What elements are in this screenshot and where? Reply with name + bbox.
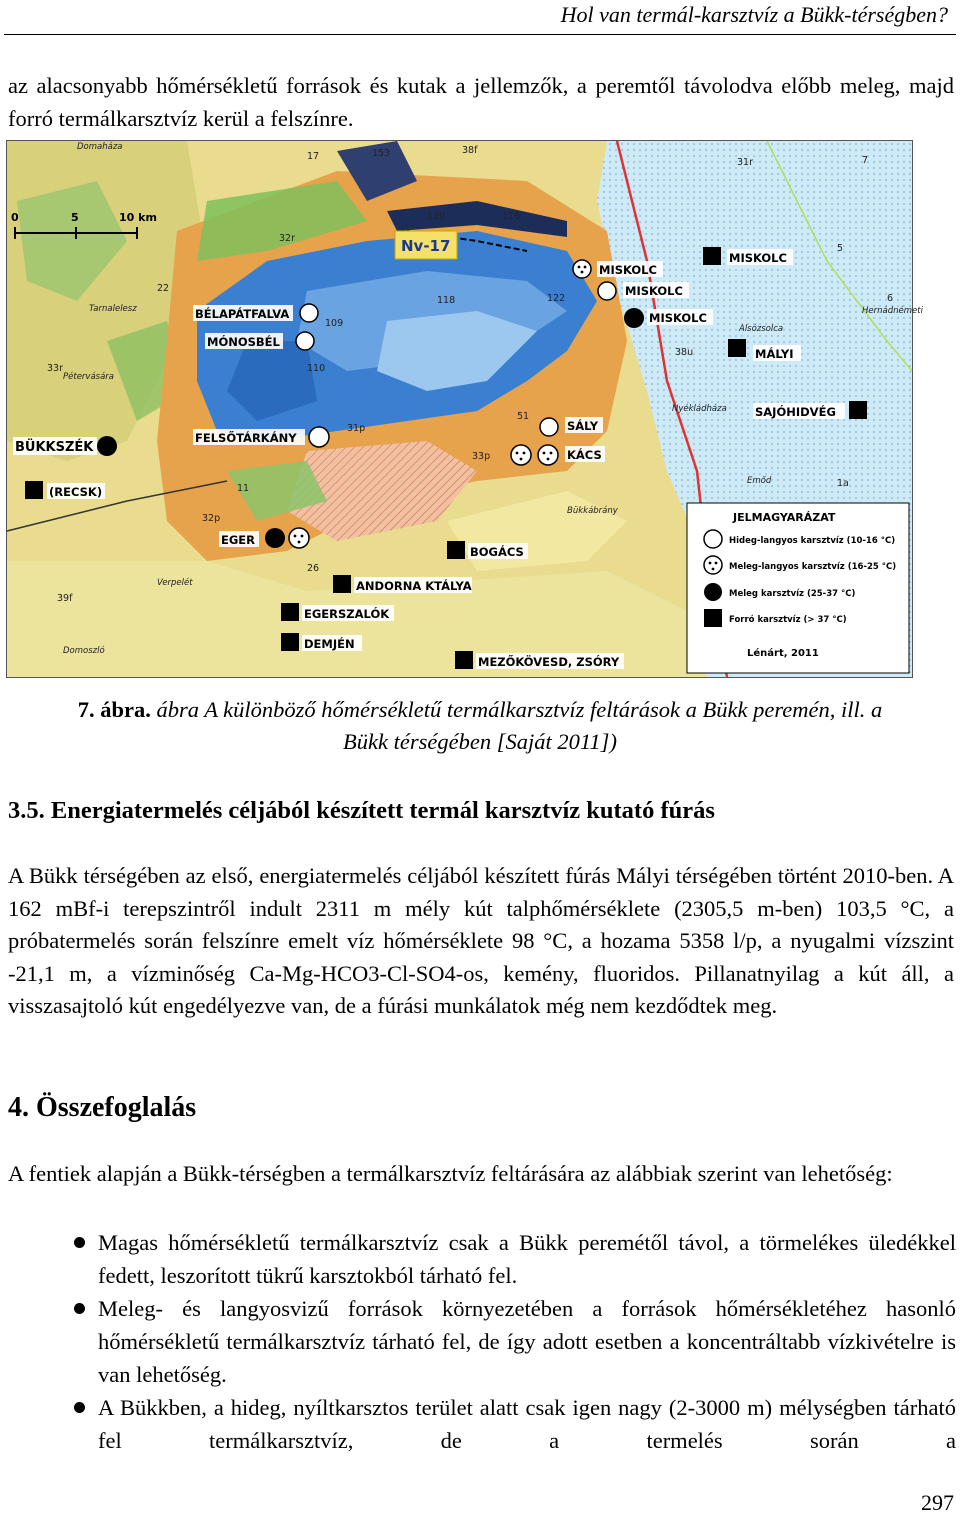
- hot-karst-marker: [333, 575, 351, 593]
- site-label-mezokovesd: MEZŐKÖVESD, ZSÓRY: [478, 655, 620, 669]
- unit-code: 1a: [837, 478, 849, 489]
- list-item: [0, 1292, 956, 1391]
- hot-karst-marker: [25, 481, 43, 499]
- legend-item-label: Hideg-langyos karsztvíz (10-16 °C): [729, 536, 896, 546]
- bullet-icon: [74, 1402, 85, 1413]
- warm-karst-marker: [624, 308, 644, 328]
- unit-code: 51: [517, 411, 530, 422]
- cold-lukewarm-marker: [598, 282, 616, 300]
- warm-karst-marker: [97, 436, 117, 456]
- figure-caption-text: ábra A különböző hőmérsékletű termálkarsztvíz feltárások a Bükk peremén, ill. a Bükk térségében [Saját 2011]): [150, 697, 883, 754]
- scale-label-zero: 0: [11, 211, 19, 224]
- hot-karst-marker: [703, 247, 721, 265]
- hot-karst-marker: [447, 541, 465, 559]
- unit-code: 38f: [462, 145, 478, 156]
- unit-code: 32r: [279, 233, 295, 244]
- village-label: Nyékládháza: [672, 404, 727, 414]
- unit-code: 32p: [202, 513, 221, 524]
- village-label: Verpelét: [157, 578, 193, 588]
- unit-code: 110: [307, 363, 326, 374]
- village-label: Hernádnémeti: [862, 306, 923, 316]
- unit-code: 31r: [737, 157, 753, 168]
- village-label: Bükkábrány: [567, 506, 618, 516]
- unit-code: 6: [887, 293, 894, 304]
- site-label-recsk: (RECSK): [49, 485, 103, 499]
- page-number: 297: [921, 1490, 954, 1515]
- section-4-paragraph: A fentiek alapján a Bükk-térségben a termálkarsztvíz feltárására az alábbiak szerint van lehetőség:: [8, 1161, 893, 1186]
- unit-code: 38u: [675, 347, 694, 358]
- map-svg: [7, 141, 923, 677]
- section-heading-3-5: 3.5. Energiatermelés céljából készített termál karsztvíz kutató fúrás: [8, 797, 715, 824]
- site-label-eger: EGER: [221, 533, 256, 547]
- unit-code: 17: [307, 151, 320, 162]
- village-label: Tarnalelesz: [89, 304, 137, 314]
- unit-code: 11: [237, 483, 250, 494]
- legend-hot-karst-icon: [704, 609, 722, 627]
- unit-code: 5: [837, 243, 844, 254]
- unit-code: 109: [325, 318, 344, 329]
- geological-map: [6, 140, 923, 678]
- unit-code: 116: [502, 211, 521, 222]
- warm-lukewarm-marker: [289, 528, 309, 548]
- site-label-demjen: DEMJÉN: [304, 637, 355, 651]
- village-label: Domaháza: [77, 142, 123, 152]
- section-3-5-paragraph: A Bükk térségében az első, energiatermelés céljából készített fúrás Mályi térségében történt 2010-ben. A 162 mBf-i terepszintről indult 2311 m mély kút talphőmérséklete (2305,5 m-ben) 103,5 °C, a próbatermelés során felszínre emelt víz hőmérséklete 98 °C, a hozama 5358 l/p, a nyugalmi vízszint -21,1 m, a vízminőség Ca-Mg-HCO3-Cl-SO4-os, kemény, fluoridos. Pillanatnyilag a kút áll, a visszasajtoló kút engedélyezve van, de a fúrási munkálatok még nem kezdődtek meg.: [8, 863, 954, 1018]
- label-nv17: Nv-17: [401, 237, 451, 255]
- site-label-bogacs: BOGÁCS: [470, 545, 524, 559]
- hot-karst-marker: [455, 651, 473, 669]
- cold-lukewarm-marker: [296, 332, 314, 350]
- map-legend: [687, 503, 909, 673]
- hot-karst-marker: [728, 339, 746, 357]
- site-label-felsotarkany: FELSŐTÁRKÁNY: [195, 431, 297, 445]
- cold-lukewarm-marker: [540, 418, 558, 436]
- list-item-text: Magas hőmérsékletű termálkarsztvíz csak a Bükk peremétől távol, a törmelékes üledékkel fedett, leszorított tükrű karsztokból tárható fel.: [98, 1230, 956, 1288]
- legend-warm-lukewarm-icon: [704, 556, 722, 574]
- scale-label-five: 5: [71, 211, 79, 224]
- hot-karst-marker: [849, 401, 867, 419]
- hot-karst-marker: [281, 603, 299, 621]
- unit-code: 118: [437, 295, 456, 306]
- header-rule: [4, 34, 956, 35]
- warm-karst-marker: [265, 528, 285, 548]
- unit-code: 39f: [57, 593, 73, 604]
- bullet-icon: [74, 1303, 85, 1314]
- unit-code: 122: [547, 293, 566, 304]
- section-heading-4: 4. Összefoglalás: [8, 1092, 197, 1123]
- legend-item-label: Meleg karsztvíz (25-37 °C): [729, 589, 856, 599]
- list-item: [0, 1391, 956, 1457]
- site-label-saly: SÁLY: [567, 419, 599, 433]
- hot-karst-marker: [281, 633, 299, 651]
- warm-lukewarm-marker: [538, 445, 558, 465]
- list-item-text: A Bükkben, a hideg, nyíltkarsztos terület alatt csak igen nagy (2-3000 m) mélységben tárható fel termálkarsztvíz, de a termelés során a: [98, 1395, 956, 1453]
- legend-item-label: Meleg-langyos karsztvíz (16-25 °C): [729, 562, 897, 572]
- unit-code: 153: [372, 148, 391, 159]
- bullet-icon: [74, 1237, 85, 1248]
- unit-code: 22: [157, 283, 170, 294]
- site-label-kacs: KÁCS: [567, 448, 602, 462]
- unit-code: 31p: [347, 423, 366, 434]
- unit-code: 130: [427, 211, 446, 222]
- village-label: Alsózsolca: [739, 324, 784, 334]
- site-label-andornaktalya: ANDORNA KTÁLYA: [356, 579, 472, 593]
- legend-credit: Lénárt, 2011: [747, 648, 819, 659]
- site-label-miskolc-1: MISKOLC: [599, 263, 657, 277]
- figure-caption: [60, 694, 900, 758]
- site-label-miskolc-3: MISKOLC: [649, 311, 707, 325]
- legend-title: JELMAGYARÁZAT: [733, 511, 836, 524]
- site-label-egerszalok: EGERSZALÓK: [304, 607, 390, 621]
- intro-paragraph: az alacsonyabb hőmérsékletű források és kutak a jellemzők, a peremtől távolodva előbb meleg, majd forró termálkarsztvíz kerül a felszínre.: [8, 73, 954, 131]
- legend-warm-karst-icon: [704, 583, 722, 601]
- warm-lukewarm-marker: [573, 260, 591, 278]
- site-label-miskolc-2: MISKOLC: [625, 284, 683, 298]
- site-label-bukkszek: BÜKKSZÉK: [15, 440, 94, 455]
- legend-cold-lukewarm-icon: [704, 530, 722, 548]
- cold-lukewarm-marker: [309, 427, 329, 447]
- site-label-sajohidveg: SAJÓHIDVÉG: [755, 405, 836, 419]
- list-item-text: Meleg- és langyosvizű források környezetében a források hőmérsékletéhez hasonló hőmérsékletű termálkarsztvíz tárható fel, de így adott esetben a koncentráltabb vízkivételre is van lehetőség.: [98, 1296, 956, 1387]
- unit-code: 26: [307, 563, 320, 574]
- site-label-malyi: MÁLYI: [755, 347, 794, 361]
- village-label: Pétervására: [63, 372, 114, 382]
- warm-lukewarm-marker: [511, 445, 531, 465]
- unit-code: 33p: [472, 451, 491, 462]
- site-label-belapatfalva: BÉLAPÁTFALVA: [195, 307, 290, 321]
- cold-lukewarm-marker: [300, 304, 318, 322]
- summary-bullet-list: [0, 1226, 956, 1457]
- unit-code: 7: [862, 155, 869, 166]
- figure-number: 7. ábra.: [77, 697, 151, 722]
- list-item: [0, 1226, 956, 1292]
- village-label: Emőd: [747, 476, 772, 486]
- scale-label-ten: 10 km: [119, 211, 157, 224]
- village-label: Domoszló: [63, 646, 105, 656]
- legend-item-label: Forró karsztvíz (> 37 °C): [729, 615, 847, 625]
- running-header: Hol van termál-karsztvíz a Bükk-térségben?: [560, 2, 948, 27]
- unit-code: 33r: [47, 363, 63, 374]
- site-label-miskolc-4: MISKOLC: [729, 251, 787, 265]
- site-label-monosbel: MÓNOSBÉL: [207, 335, 280, 349]
